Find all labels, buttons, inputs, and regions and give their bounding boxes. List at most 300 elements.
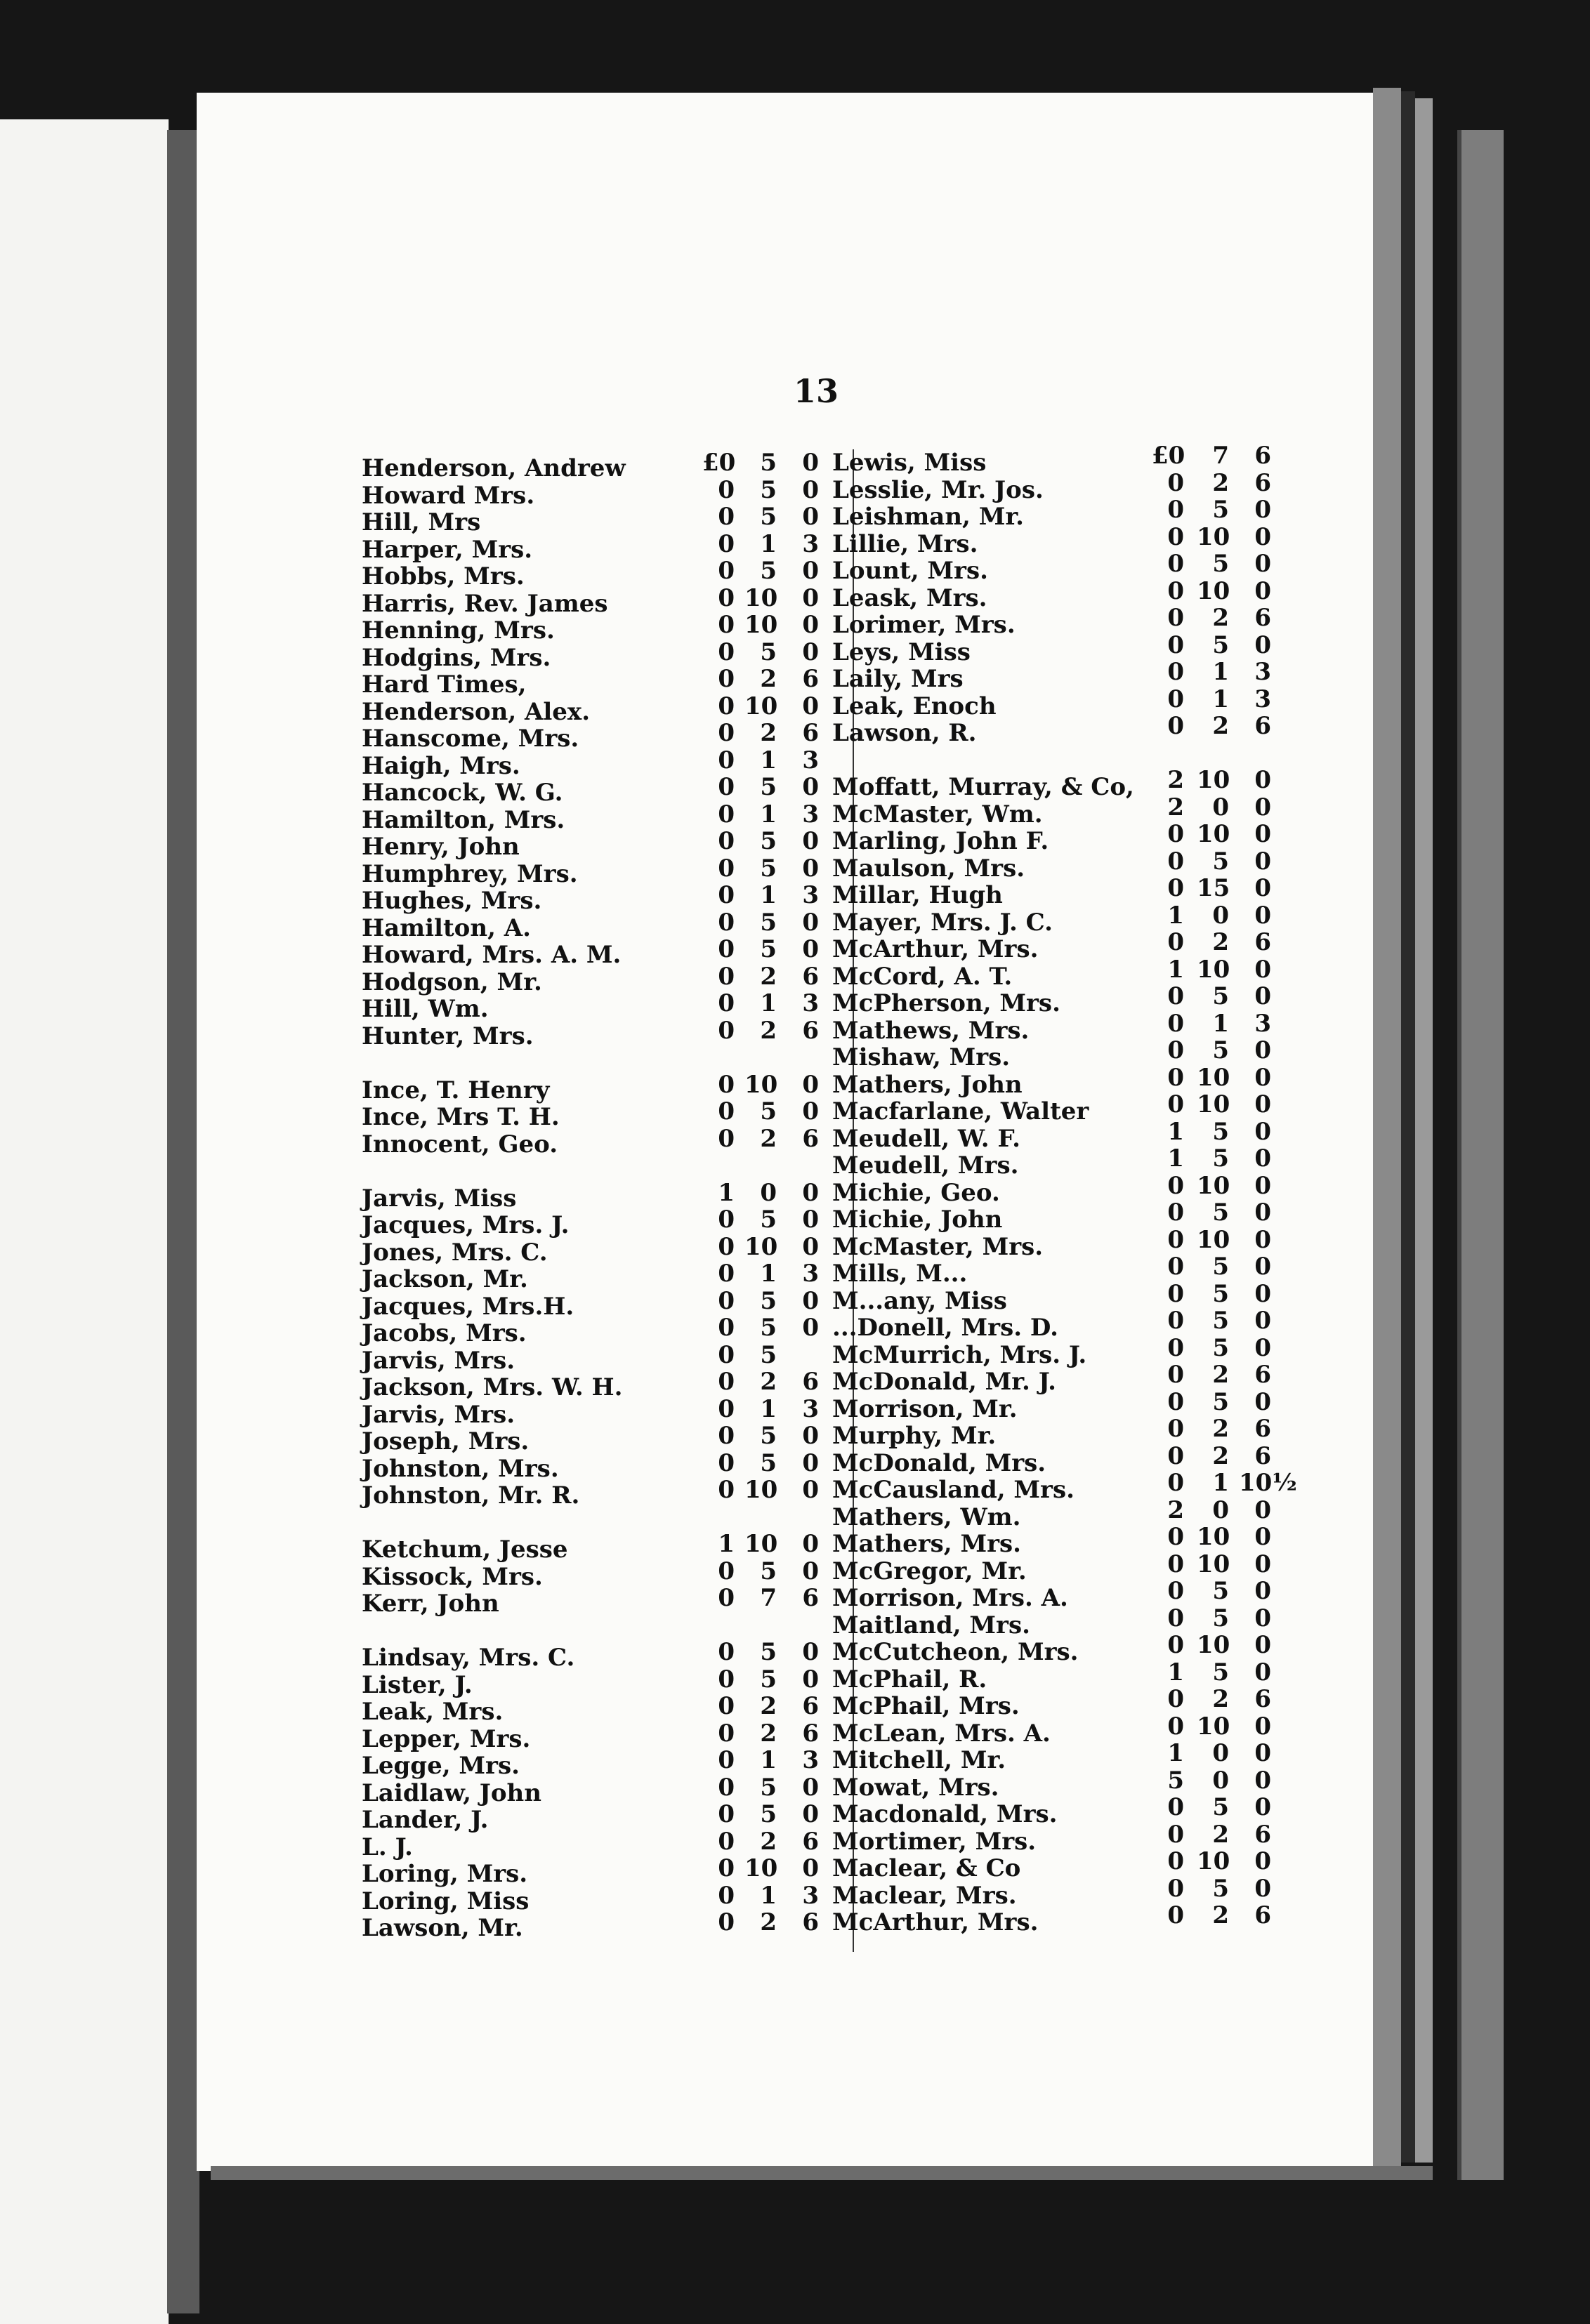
- amount-pounds: 0: [1167, 712, 1184, 740]
- amount-pence: 0: [802, 611, 819, 639]
- amount-pence: 0: [1254, 874, 1271, 902]
- list-item: [362, 1644, 713, 1672]
- list-item: [362, 1698, 713, 1726]
- subscriber-name: McPhail, Mrs.: [832, 1692, 1020, 1720]
- list-item: [362, 1726, 713, 1753]
- amount-row: [1152, 1578, 1334, 1605]
- amount-row: [1152, 1470, 1334, 1497]
- list-item: [832, 1017, 1162, 1045]
- amount-shillings: 5: [1212, 1144, 1229, 1173]
- list-item: [832, 585, 1162, 612]
- amount-pence: 6: [802, 1016, 819, 1045]
- amount-pounds: 2: [1167, 793, 1184, 821]
- amount-shillings: 5: [760, 1340, 777, 1369]
- amount-row: [1152, 1497, 1334, 1524]
- amount-shillings: 1: [760, 746, 777, 774]
- amount-row: [1152, 524, 1334, 551]
- subscriber-name: Murphy, Mr.: [832, 1422, 997, 1450]
- subscriber-name: Johnston, Mrs.: [362, 1454, 559, 1483]
- subscriber-name: Leishman, Mr.: [832, 503, 1024, 531]
- amount-pence: 6: [1254, 1415, 1271, 1443]
- amount-pounds: 1: [1167, 955, 1184, 984]
- amount-pence: 0: [1254, 847, 1271, 876]
- subscriber-name: L. J.: [362, 1833, 413, 1861]
- amount-shillings: 5: [760, 827, 777, 855]
- amount-shillings: 10: [1197, 522, 1230, 551]
- subscriber-name: McDonald, Mrs.: [832, 1448, 1046, 1477]
- amount-pounds: 0: [1167, 522, 1184, 551]
- list-item: [832, 612, 1162, 639]
- amount-pounds: 0: [718, 746, 735, 774]
- amount-pence: 0: [1254, 550, 1271, 578]
- amount-row: [1152, 442, 1334, 470]
- amount-pence: 6: [1254, 1901, 1271, 1929]
- amount-pence: 0: [1254, 1766, 1271, 1795]
- list-item: [362, 887, 713, 915]
- amount-shillings: 10: [744, 1070, 778, 1099]
- subscriber-name: Hunter, Mrs.: [362, 1022, 534, 1050]
- amount-shillings: 10: [744, 1476, 778, 1504]
- amount-pounds: 2: [1167, 766, 1184, 794]
- amount-pence: 0: [1254, 1387, 1271, 1416]
- subscriber-name: Hamilton, A.: [362, 913, 531, 942]
- amount-row: [1152, 902, 1334, 930]
- amount-row: [1152, 1335, 1334, 1362]
- list-item: [832, 1909, 1162, 1936]
- subscriber-name: Jacques, Mrs. J.: [362, 1211, 570, 1239]
- list-item: [362, 915, 713, 942]
- amount-pounds: 0: [718, 827, 735, 855]
- list-item: [362, 1347, 713, 1375]
- list-item: [362, 482, 713, 510]
- subscriber-name: Macdonald, Mrs.: [832, 1800, 1058, 1828]
- subscriber-name: Joseph, Mrs.: [362, 1427, 530, 1455]
- amount-pence: 0: [1254, 1712, 1271, 1741]
- amount-shillings: 10: [1197, 1063, 1230, 1092]
- list-item: [832, 449, 1162, 477]
- amount-shillings: 1: [760, 1746, 777, 1774]
- amount-pence: 0: [802, 1206, 819, 1234]
- amount-pence: 0: [1254, 1279, 1271, 1308]
- amount-pence: 6: [802, 719, 819, 747]
- subscriber-name: McCord, A. T.: [832, 962, 1013, 991]
- amount-shillings: 5: [760, 1800, 777, 1828]
- subscriber-name: Lewis, Miss: [832, 449, 987, 477]
- amount-shillings: 5: [1212, 550, 1229, 578]
- amount-pence: 0: [1254, 1307, 1271, 1335]
- amount-shillings: 0: [1212, 1766, 1229, 1795]
- amount-row: [1152, 929, 1334, 956]
- list-item: [832, 1314, 1162, 1342]
- list-item: [832, 1125, 1162, 1153]
- amount-pence: 0: [1254, 1793, 1271, 1821]
- amount-row: [1152, 470, 1334, 497]
- amount-pounds: 0: [1167, 1685, 1184, 1713]
- amount-pence: 6: [802, 1368, 819, 1396]
- amount-pounds: 0: [718, 503, 735, 531]
- amount-pounds: 0: [1167, 1307, 1184, 1335]
- amount-pence: 6: [802, 1692, 819, 1720]
- amount-row: [1152, 1551, 1334, 1578]
- amount-shillings: 5: [1212, 1793, 1229, 1821]
- book-cover: [1457, 130, 1504, 2180]
- amount-pence: 0: [802, 1422, 819, 1450]
- amount-pounds: 0: [718, 638, 735, 666]
- amount-shillings: 1: [1212, 658, 1229, 686]
- list-item: [832, 503, 1162, 531]
- list-item: [832, 774, 1162, 801]
- list-item: [832, 666, 1162, 693]
- list-item: [362, 1536, 713, 1564]
- list-item: [362, 1915, 713, 1942]
- amount-shillings: 2: [1212, 468, 1229, 497]
- amount-row: [1152, 1415, 1334, 1443]
- amount-pounds: 0: [1167, 1577, 1184, 1605]
- amount-pounds: 0: [718, 1368, 735, 1396]
- subscriber-name: Hill, Wm.: [362, 995, 489, 1023]
- amount-shillings: 0: [760, 1178, 777, 1207]
- amount-shillings: 2: [1212, 1901, 1229, 1929]
- subscriber-name: Hill, Mrs: [362, 508, 481, 536]
- amount-row: [1152, 767, 1334, 794]
- subscriber-name: Henderson, Alex.: [362, 697, 591, 726]
- amount-pence: 0: [802, 1448, 819, 1477]
- subscriber-name: Maulson, Mrs.: [832, 854, 1025, 883]
- amount-pounds: £0: [702, 449, 736, 477]
- amount-pounds: 0: [1167, 1847, 1184, 1875]
- amount-pence: 0: [802, 1557, 819, 1585]
- amount-pounds: 1: [1167, 1117, 1184, 1146]
- amount-pence: 0: [1254, 1550, 1271, 1578]
- amount-pence: 6: [802, 1124, 819, 1153]
- amount-shillings: 0: [1212, 1739, 1229, 1767]
- amount-pounds: 0: [718, 908, 735, 937]
- amount-pounds: 0: [718, 1908, 735, 1936]
- amount-row: [1152, 821, 1334, 848]
- subscriber-name: Harper, Mrs.: [362, 535, 533, 564]
- list-item: [832, 1882, 1162, 1910]
- amount-pence: 0: [802, 1070, 819, 1099]
- amount-pounds: 0: [1167, 496, 1184, 524]
- amount-row: [1152, 1064, 1334, 1092]
- list-item: [832, 801, 1162, 828]
- subscriber-name: McMurrich, Mrs. J.: [832, 1340, 1087, 1369]
- amount-shillings: 2: [1212, 1820, 1229, 1849]
- amount-row: [1152, 1307, 1334, 1335]
- amount-row: [1152, 794, 1334, 821]
- amount-pounds: 0: [718, 1638, 735, 1666]
- amount-shillings: 5: [760, 475, 777, 504]
- amount-pounds: 0: [1167, 1415, 1184, 1443]
- amount-shillings: 5: [760, 638, 777, 666]
- subscriber-name: Ketchum, Jesse: [362, 1536, 568, 1564]
- amount-pence: 6: [802, 962, 819, 991]
- amount-pence: 0: [1254, 1847, 1271, 1875]
- list-item: [832, 1693, 1162, 1720]
- amount-pounds: 0: [718, 1422, 735, 1450]
- amount-row: [1152, 956, 1334, 984]
- subscriber-name: Haigh, Mrs.: [362, 751, 520, 780]
- list-item: [362, 861, 713, 888]
- amount-row: [1152, 1524, 1334, 1551]
- amount-pence: 0: [1254, 1063, 1271, 1092]
- subscriber-name: Millar, Hugh: [832, 881, 1003, 909]
- amount-pounds: 0: [1167, 1387, 1184, 1416]
- amount-pounds: 0: [1167, 982, 1184, 1010]
- subscriber-name: McMaster, Wm.: [832, 800, 1043, 828]
- list-item: [832, 1260, 1162, 1288]
- subscriber-name: Kissock, Mrs.: [362, 1562, 543, 1591]
- list-item: [832, 1098, 1162, 1125]
- list-item: [362, 833, 713, 861]
- amount-shillings: 5: [760, 1557, 777, 1585]
- subscriber-name: Ince, Mrs T. H.: [362, 1103, 560, 1131]
- list-item: [832, 882, 1162, 909]
- amount-row: [1152, 1253, 1334, 1281]
- amount-pounds: 0: [718, 1206, 735, 1234]
- list-item: [362, 1618, 713, 1645]
- subscriber-name: Kerr, John: [362, 1590, 499, 1618]
- amount-row: [1152, 632, 1334, 659]
- amount-shillings: 10: [744, 611, 778, 639]
- subscriber-name: Hobbs, Mrs.: [362, 562, 525, 590]
- amount-shillings: 5: [1212, 1387, 1229, 1416]
- amount-shillings: 10: [744, 1854, 778, 1882]
- list-item: [362, 1834, 713, 1861]
- subscriber-name: Mathers, Mrs.: [832, 1530, 1021, 1558]
- amount-shillings: 1: [760, 800, 777, 828]
- amount-pence: 0: [1254, 766, 1271, 794]
- amount-pounds: 0: [718, 1016, 735, 1045]
- amount-shillings: 15: [1197, 874, 1230, 902]
- amount-shillings: 1: [760, 529, 777, 558]
- subscriber-name: Johnston, Mr. R.: [362, 1481, 580, 1510]
- list-item: [362, 645, 713, 672]
- amount-shillings: 5: [1212, 1036, 1229, 1064]
- list-item: [832, 1477, 1162, 1504]
- list-item: [832, 747, 1162, 774]
- amount-pounds: 0: [1167, 847, 1184, 876]
- amount-pence: 0: [1254, 1090, 1271, 1118]
- amount-row: [1152, 1227, 1334, 1254]
- subscriber-name: Mowat, Mrs.: [832, 1773, 999, 1802]
- amount-shillings: 2: [1212, 1685, 1229, 1713]
- amount-row: [1152, 1686, 1334, 1713]
- subscriber-name: Lepper, Mrs.: [362, 1724, 531, 1753]
- list-item: [362, 1158, 713, 1185]
- amount-pence: 0: [802, 583, 819, 612]
- list-item: [362, 563, 713, 590]
- amount-pounds: 0: [1167, 630, 1184, 659]
- subscriber-name: Jarvis, Miss: [362, 1184, 517, 1213]
- amount-row: [1152, 1875, 1334, 1903]
- subscriber-name: Lesslie, Mr. Jos.: [832, 475, 1044, 504]
- amount-pounds: 0: [1167, 1199, 1184, 1227]
- amount-row: [1152, 1361, 1334, 1389]
- amount-row: [1152, 1713, 1334, 1741]
- amount-pence: 0: [1254, 1577, 1271, 1605]
- subscriber-name: Marling, John F.: [832, 827, 1049, 855]
- amount-pounds: 0: [1167, 1361, 1184, 1389]
- amount-shillings: 5: [760, 557, 777, 585]
- amount-pence: 0: [802, 1530, 819, 1558]
- amount-pence: 0: [802, 1854, 819, 1882]
- amount-pence: 0: [1254, 576, 1271, 605]
- amount-row: [1152, 1199, 1334, 1227]
- amount-shillings: 5: [760, 1206, 777, 1234]
- amount-shillings: 7: [760, 1584, 777, 1612]
- amount-row: [1152, 983, 1334, 1010]
- right-names-column: [832, 449, 1162, 1936]
- subscriber-name: Hamilton, Mrs.: [362, 805, 565, 834]
- amount-row: [1152, 848, 1334, 876]
- amount-pence: 0: [802, 908, 819, 937]
- amount-pounds: 0: [718, 1340, 735, 1369]
- amount-row: [1152, 1794, 1334, 1821]
- amount-pounds: 0: [1167, 685, 1184, 713]
- subscriber-name: Mayer, Mrs. J. C.: [832, 908, 1053, 937]
- amount-shillings: 10: [1197, 1523, 1230, 1551]
- amount-pence: 0: [1254, 793, 1271, 821]
- amount-pounds: 0: [1167, 1523, 1184, 1551]
- amount-pence: 6: [802, 1584, 819, 1612]
- amount-pounds: 0: [1167, 1469, 1184, 1497]
- subscriber-name: Moffatt, Murray, & Co,: [832, 773, 1134, 801]
- list-item: [832, 1071, 1162, 1099]
- amount-pounds: 0: [718, 1557, 735, 1585]
- amount-pence: 6: [1254, 1361, 1271, 1389]
- subscriber-name: Laidlaw, John: [362, 1778, 541, 1807]
- amount-row: [1152, 1605, 1334, 1632]
- list-item: [362, 617, 713, 645]
- amount-shillings: 5: [1212, 1117, 1229, 1146]
- amount-shillings: 5: [1212, 1577, 1229, 1605]
- amount-row: [1152, 550, 1334, 578]
- list-item: [362, 1590, 713, 1618]
- amount-pounds: 0: [718, 1827, 735, 1856]
- subscriber-name: Leak, Mrs.: [362, 1698, 504, 1726]
- amount-pence: 6: [1254, 468, 1271, 497]
- amount-pounds: 0: [718, 1476, 735, 1504]
- amount-shillings: 5: [760, 935, 777, 963]
- amount-pence: 0: [1254, 1199, 1271, 1227]
- amount-pounds: 0: [1167, 1604, 1184, 1632]
- list-item: [832, 1180, 1162, 1207]
- amount-pounds: 1: [718, 1530, 735, 1558]
- amount-shillings: 5: [760, 773, 777, 801]
- subscriber-name: Ince, T. Henry: [362, 1076, 550, 1104]
- amount-pounds: 0: [1167, 1874, 1184, 1903]
- amount-row: [1152, 1010, 1334, 1038]
- list-item: [832, 1234, 1162, 1261]
- list-item: [362, 1401, 713, 1429]
- amount-shillings: 2: [760, 1124, 777, 1153]
- list-item: [362, 699, 713, 726]
- amount-shillings: 2: [760, 1692, 777, 1720]
- amount-row: [1152, 1037, 1334, 1064]
- amount-shillings: 10: [1197, 1225, 1230, 1254]
- amount-shillings: 2: [760, 665, 777, 693]
- subscriber-name: Henry, John: [362, 833, 520, 861]
- amount-pounds: 0: [1167, 1712, 1184, 1741]
- list-item: [362, 1131, 713, 1158]
- list-item: [832, 936, 1162, 963]
- subscriber-name: McGregor, Mr.: [832, 1557, 1027, 1585]
- subscriber-name: Lindsay, Mrs. C.: [362, 1644, 575, 1672]
- amount-pounds: 0: [718, 719, 735, 747]
- amount-shillings: 5: [1212, 1279, 1229, 1308]
- subscriber-name: Jacobs, Mrs.: [362, 1319, 527, 1347]
- amount-row: [1152, 605, 1334, 632]
- subscriber-name: McPherson, Mrs.: [832, 989, 1060, 1017]
- amount-pounds: 0: [1167, 658, 1184, 686]
- subscriber-name: Henderson, Andrew: [362, 454, 626, 482]
- list-item: [362, 1320, 713, 1347]
- amount-shillings: 5: [760, 908, 777, 937]
- left-names-column: [362, 455, 713, 1942]
- subscriber-name: Maitland, Mrs.: [832, 1611, 1030, 1639]
- amount-shillings: 5: [760, 1665, 777, 1694]
- amount-pounds: 1: [718, 1178, 735, 1207]
- amount-pence: 6: [1254, 1685, 1271, 1713]
- amount-pounds: 0: [718, 1097, 735, 1125]
- list-item: [362, 671, 713, 699]
- amount-pence: 0: [1254, 630, 1271, 659]
- amount-pounds: 0: [718, 1124, 735, 1153]
- amount-pence: 3: [802, 746, 819, 774]
- list-item: [832, 1828, 1162, 1856]
- amount-shillings: 10: [1197, 576, 1230, 605]
- list-item: [362, 1266, 713, 1293]
- amount-pence: 0: [1254, 1144, 1271, 1173]
- amount-pence: 3: [802, 1746, 819, 1774]
- amount-pounds: 1: [1167, 1144, 1184, 1173]
- list-item: [832, 1422, 1162, 1450]
- amount-shillings: 2: [1212, 712, 1229, 740]
- amount-shillings: 2: [1212, 1441, 1229, 1470]
- amount-row: [1152, 1902, 1334, 1929]
- amount-pounds: 1: [1167, 1739, 1184, 1767]
- list-item: [832, 1342, 1162, 1369]
- amount-shillings: 5: [1212, 1199, 1229, 1227]
- amount-pounds: 0: [1167, 1793, 1184, 1821]
- list-item: [362, 807, 713, 834]
- amount-pounds: 0: [1167, 1631, 1184, 1659]
- list-item: [362, 753, 713, 780]
- amount-row: [1152, 875, 1334, 902]
- amount-pence: 6: [1254, 712, 1271, 740]
- amount-pounds: 0: [1167, 1009, 1184, 1038]
- subscriber-name: Lister, J.: [362, 1670, 473, 1699]
- amount-shillings: 5: [1212, 1307, 1229, 1335]
- page-number: 13: [794, 372, 839, 410]
- list-item: [362, 942, 713, 969]
- amount-pence: 0: [1254, 1171, 1271, 1200]
- amount-shillings: 2: [1212, 1361, 1229, 1389]
- page-edge: [1373, 88, 1401, 2166]
- amount-shillings: 5: [1212, 1658, 1229, 1686]
- list-item: [832, 1288, 1162, 1315]
- amount-pounds: 0: [718, 1260, 735, 1288]
- amount-pence: 0: [802, 935, 819, 963]
- list-item: [832, 1531, 1162, 1558]
- subscriber-name: Howard Mrs.: [362, 481, 535, 510]
- subscriber-name: Mathers, John: [832, 1070, 1023, 1099]
- list-item: [362, 1185, 713, 1213]
- amount-pounds: 0: [1167, 1171, 1184, 1200]
- list-item: [362, 1077, 713, 1104]
- amount-pounds: 0: [718, 854, 735, 883]
